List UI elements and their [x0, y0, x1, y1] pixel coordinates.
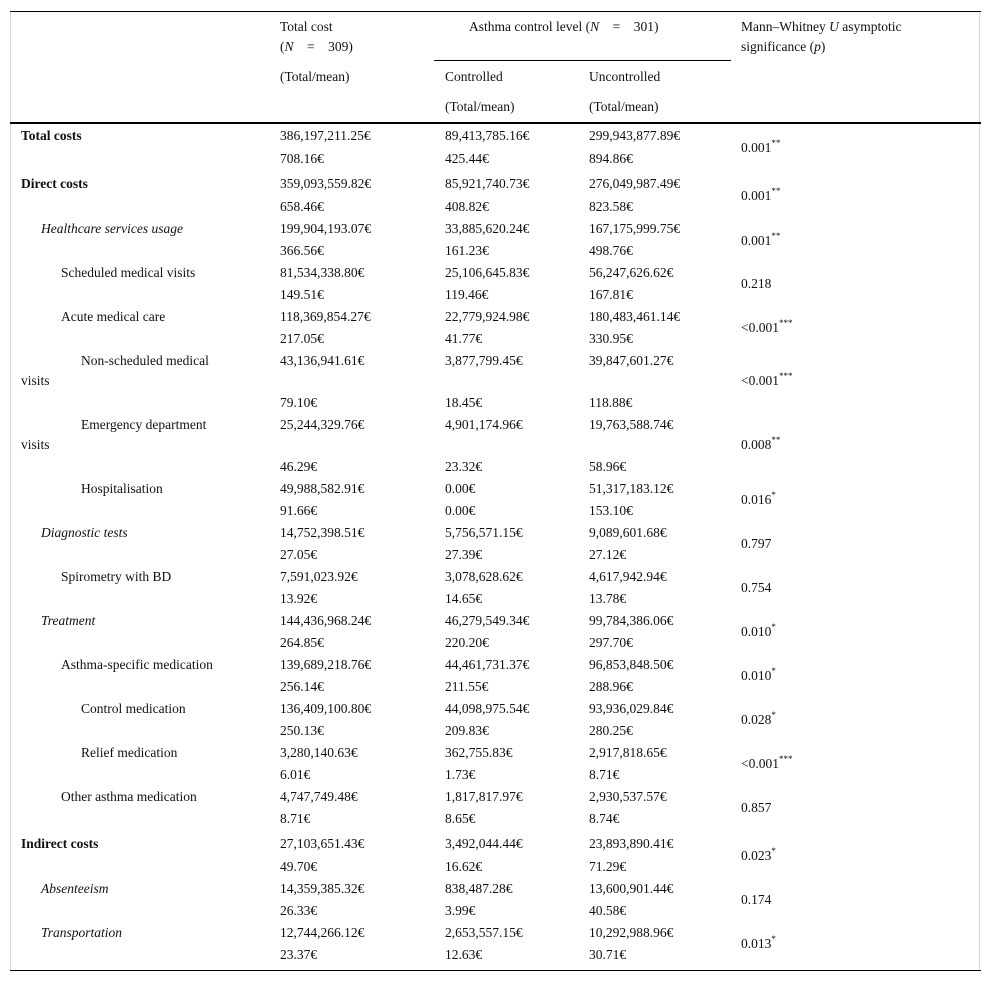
- uncontrolled-value: 276,049,987.49€: [589, 176, 681, 191]
- significance-marker: *: [771, 934, 776, 944]
- row-label: Non-scheduled medical: [81, 353, 209, 368]
- significance-marker: ***: [779, 318, 793, 328]
- header-group-label: Asthma control level (N = 301): [469, 19, 659, 34]
- controlled-value: 22,779,924.98€: [445, 309, 530, 324]
- p-value-number: 0.028: [741, 712, 772, 727]
- p-value: [741, 140, 780, 156]
- total-cost-value: 136,409,100.80€: [280, 701, 372, 716]
- uncontrolled-mean: 118.88€: [589, 395, 633, 410]
- p-value-number: 0.001: [741, 188, 772, 203]
- significance-marker: *: [771, 846, 776, 856]
- p-value: [741, 668, 776, 684]
- controlled-mean: 220.20€: [445, 635, 489, 650]
- controlled-value: 44,461,731.37€: [445, 657, 530, 672]
- uncontrolled-value: 9,089,601.68€: [589, 525, 667, 540]
- header-total-cost-sub: (Total/mean): [280, 69, 350, 84]
- total-cost-value: 43,136,941.61€: [280, 353, 365, 368]
- total-cost-mean: 23.37€: [280, 947, 318, 962]
- p-value: [741, 892, 771, 908]
- total-cost-mean: 658.46€: [280, 199, 324, 214]
- header-mw-line1: Mann–Whitney U asymptotic: [741, 19, 902, 34]
- uncontrolled-mean: 58.96€: [589, 459, 627, 474]
- total-cost-mean: 708.16€: [280, 151, 324, 166]
- top-rule: [10, 11, 981, 12]
- significance-marker: *: [771, 490, 776, 500]
- p-value: [741, 276, 771, 292]
- row-label: Indirect costs: [21, 836, 99, 851]
- controlled-mean: 18.45€: [445, 395, 483, 410]
- controlled-mean: 12.63€: [445, 947, 483, 962]
- p-value-number: 0.001: [741, 140, 772, 155]
- total-cost-value: 359,093,559.82€: [280, 176, 372, 191]
- total-cost-value: 3,280,140.63€: [280, 745, 358, 760]
- controlled-mean: 3.99€: [445, 903, 476, 918]
- controlled-value: 838,487.28€: [445, 881, 513, 896]
- p-value-number: 0.174: [741, 892, 772, 907]
- bottom-rule: [10, 970, 981, 971]
- p-value: [741, 536, 771, 552]
- p-value-number: <0.001: [741, 320, 779, 335]
- uncontrolled-mean: 8.74€: [589, 811, 620, 826]
- uncontrolled-mean: 27.12€: [589, 547, 627, 562]
- total-cost-mean: 8.71€: [280, 811, 311, 826]
- uncontrolled-value: 96,853,848.50€: [589, 657, 674, 672]
- p-value: [741, 233, 780, 249]
- controlled-mean: 0.00€: [445, 503, 476, 518]
- significance-marker: *: [771, 710, 776, 720]
- significance-marker: *: [771, 666, 776, 676]
- p-value-number: 0.218: [741, 276, 772, 291]
- p-value: [741, 437, 780, 453]
- controlled-mean: 14.65€: [445, 591, 483, 606]
- row-label: Treatment: [41, 613, 96, 628]
- group-rule: [434, 60, 731, 61]
- row-label-cont: visits: [21, 373, 50, 388]
- controlled-mean: 16.62€: [445, 859, 483, 874]
- total-cost-value: 81,534,338.80€: [280, 265, 365, 280]
- uncontrolled-value: 4,617,942.94€: [589, 569, 667, 584]
- controlled-value: 89,413,785.16€: [445, 128, 530, 143]
- header-uncontrolled: Uncontrolled: [589, 69, 661, 84]
- total-cost-value: 49,988,582.91€: [280, 481, 365, 496]
- controlled-mean: 211.55€: [445, 679, 489, 694]
- uncontrolled-value: 2,917,818.65€: [589, 745, 667, 760]
- significance-marker: **: [771, 186, 781, 196]
- uncontrolled-mean: 30.71€: [589, 947, 627, 962]
- row-label: Diagnostic tests: [41, 525, 128, 540]
- significance-marker: ***: [779, 754, 793, 764]
- header-total-cost-n: (N = 309): [280, 39, 353, 54]
- p-value: [741, 580, 771, 596]
- uncontrolled-value: 19,763,588.74€: [589, 417, 674, 432]
- uncontrolled-mean: 167.81€: [589, 287, 633, 302]
- uncontrolled-value: 167,175,999.75€: [589, 221, 681, 236]
- p-value-number: 0.797: [741, 536, 772, 551]
- significance-marker: **: [771, 231, 781, 241]
- header-rule: [10, 122, 981, 124]
- significance-marker: ***: [779, 371, 793, 381]
- p-value-number: 0.001: [741, 233, 772, 248]
- controlled-value: 0.00€: [445, 481, 476, 496]
- uncontrolled-value: 51,317,183.12€: [589, 481, 674, 496]
- total-cost-mean: 79.10€: [280, 395, 318, 410]
- p-value: [741, 373, 793, 389]
- row-label: Direct costs: [21, 176, 88, 191]
- total-cost-mean: 27.05€: [280, 547, 318, 562]
- controlled-value: 4,901,174.96€: [445, 417, 523, 432]
- uncontrolled-value: 299,943,877.89€: [589, 128, 681, 143]
- p-value-number: 0.754: [741, 580, 772, 595]
- total-cost-value: 139,689,218.76€: [280, 657, 372, 672]
- uncontrolled-value: 10,292,988.96€: [589, 925, 674, 940]
- row-label: Hospitalisation: [81, 481, 163, 496]
- controlled-value: 85,921,740.73€: [445, 176, 530, 191]
- controlled-value: 1,817,817.97€: [445, 789, 523, 804]
- p-value-number: 0.010: [741, 668, 772, 683]
- p-value-number: <0.001: [741, 756, 779, 771]
- row-label: Asthma-specific medication: [61, 657, 213, 672]
- controlled-mean: 161.23€: [445, 243, 489, 258]
- total-cost-mean: 264.85€: [280, 635, 324, 650]
- controlled-value: 3,492,044.44€: [445, 836, 523, 851]
- p-value: [741, 188, 780, 204]
- header-controlled: Controlled: [445, 69, 503, 84]
- controlled-value: 3,877,799.45€: [445, 353, 523, 368]
- uncontrolled-mean: 8.71€: [589, 767, 620, 782]
- uncontrolled-mean: 13.78€: [589, 591, 627, 606]
- total-cost-value: 386,197,211.25€: [280, 128, 371, 143]
- controlled-value: 3,078,628.62€: [445, 569, 523, 584]
- p-value-number: 0.010: [741, 624, 772, 639]
- uncontrolled-value: 56,247,626.62€: [589, 265, 674, 280]
- row-label: Transportation: [41, 925, 123, 940]
- row-label: Spirometry with BD: [61, 569, 172, 584]
- total-cost-mean: 366.56€: [280, 243, 324, 258]
- uncontrolled-value: 39,847,601.27€: [589, 353, 674, 368]
- p-value: [741, 936, 776, 952]
- controlled-value: 362,755.83€: [445, 745, 513, 760]
- uncontrolled-mean: 498.76€: [589, 243, 633, 258]
- total-cost-mean: 250.13€: [280, 723, 324, 738]
- significance-marker: **: [771, 435, 781, 445]
- row-label: Scheduled medical visits: [61, 265, 196, 280]
- uncontrolled-value: 23,893,890.41€: [589, 836, 674, 851]
- uncontrolled-mean: 288.96€: [589, 679, 633, 694]
- significance-marker: **: [771, 138, 781, 148]
- uncontrolled-mean: 40.58€: [589, 903, 627, 918]
- total-cost-mean: 6.01€: [280, 767, 311, 782]
- total-cost-value: 27,103,651.43€: [280, 836, 365, 851]
- p-value: [741, 756, 793, 772]
- p-value: [741, 800, 771, 816]
- row-label: Emergency department: [81, 417, 207, 432]
- total-cost-value: 199,904,193.07€: [280, 221, 372, 236]
- controlled-mean: 119.46€: [445, 287, 489, 302]
- total-cost-mean: 26.33€: [280, 903, 318, 918]
- total-cost-value: 118,369,854.27€: [280, 309, 371, 324]
- total-cost-mean: 46.29€: [280, 459, 318, 474]
- p-value-number: 0.857: [741, 800, 772, 815]
- total-cost-mean: 49.70€: [280, 859, 318, 874]
- controlled-mean: 209.83€: [445, 723, 489, 738]
- total-cost-mean: 256.14€: [280, 679, 324, 694]
- p-value: [741, 848, 776, 864]
- controlled-mean: 8.65€: [445, 811, 476, 826]
- total-cost-mean: 91.66€: [280, 503, 318, 518]
- controlled-mean: 27.39€: [445, 547, 483, 562]
- controlled-value: 33,885,620.24€: [445, 221, 530, 236]
- p-value-number: <0.001: [741, 373, 779, 388]
- uncontrolled-mean: 71.29€: [589, 859, 627, 874]
- total-cost-mean: 13.92€: [280, 591, 318, 606]
- p-value-number: 0.013: [741, 936, 772, 951]
- uncontrolled-value: 13,600,901.44€: [589, 881, 674, 896]
- total-cost-value: 25,244,329.76€: [280, 417, 365, 432]
- p-value: [741, 492, 776, 508]
- total-cost-value: 7,591,023.92€: [280, 569, 358, 584]
- p-value-number: 0.008: [741, 437, 772, 452]
- row-label: Healthcare services usage: [41, 221, 183, 236]
- uncontrolled-mean: 280.25€: [589, 723, 633, 738]
- uncontrolled-mean: 894.86€: [589, 151, 633, 166]
- row-label-cont: visits: [21, 437, 50, 452]
- uncontrolled-value: 180,483,461.14€: [589, 309, 681, 324]
- p-value: [741, 320, 793, 336]
- p-value: [741, 624, 776, 640]
- uncontrolled-value: 2,930,537.57€: [589, 789, 667, 804]
- header-mw-line2: significance (p): [741, 39, 826, 54]
- p-value-number: 0.023: [741, 848, 772, 863]
- header-total-cost: Total cost: [280, 19, 333, 34]
- controlled-mean: 1.73€: [445, 767, 476, 782]
- header-controlled-sub: (Total/mean): [445, 99, 515, 114]
- total-cost-value: 4,747,749.48€: [280, 789, 358, 804]
- row-label: Absenteeism: [41, 881, 109, 896]
- header-uncontrolled-sub: (Total/mean): [589, 99, 659, 114]
- significance-marker: *: [771, 622, 776, 632]
- total-cost-value: 12,744,266.12€: [280, 925, 365, 940]
- total-cost-value: 14,359,385.32€: [280, 881, 365, 896]
- uncontrolled-mean: 330.95€: [589, 331, 633, 346]
- p-value: [741, 712, 776, 728]
- total-cost-mean: 149.51€: [280, 287, 324, 302]
- row-label: Control medication: [81, 701, 186, 716]
- controlled-value: 25,106,645.83€: [445, 265, 530, 280]
- controlled-value: 44,098,975.54€: [445, 701, 530, 716]
- controlled-mean: 425.44€: [445, 151, 489, 166]
- row-label: Total costs: [21, 128, 82, 143]
- total-cost-mean: 217.05€: [280, 331, 324, 346]
- controlled-mean: 41.77€: [445, 331, 483, 346]
- controlled-mean: 23.32€: [445, 459, 483, 474]
- uncontrolled-value: 99,784,386.06€: [589, 613, 674, 628]
- row-label: Relief medication: [81, 745, 178, 760]
- row-label: Acute medical care: [61, 309, 166, 324]
- total-cost-value: 14,752,398.51€: [280, 525, 365, 540]
- p-value-number: 0.016: [741, 492, 772, 507]
- controlled-value: 5,756,571.15€: [445, 525, 523, 540]
- uncontrolled-mean: 297.70€: [589, 635, 633, 650]
- uncontrolled-value: 93,936,029.84€: [589, 701, 674, 716]
- controlled-value: 46,279,549.34€: [445, 613, 530, 628]
- controlled-value: 2,653,557.15€: [445, 925, 523, 940]
- controlled-mean: 408.82€: [445, 199, 489, 214]
- total-cost-value: 144,436,968.24€: [280, 613, 372, 628]
- uncontrolled-mean: 153.10€: [589, 503, 633, 518]
- uncontrolled-mean: 823.58€: [589, 199, 633, 214]
- row-label: Other asthma medication: [61, 789, 197, 804]
